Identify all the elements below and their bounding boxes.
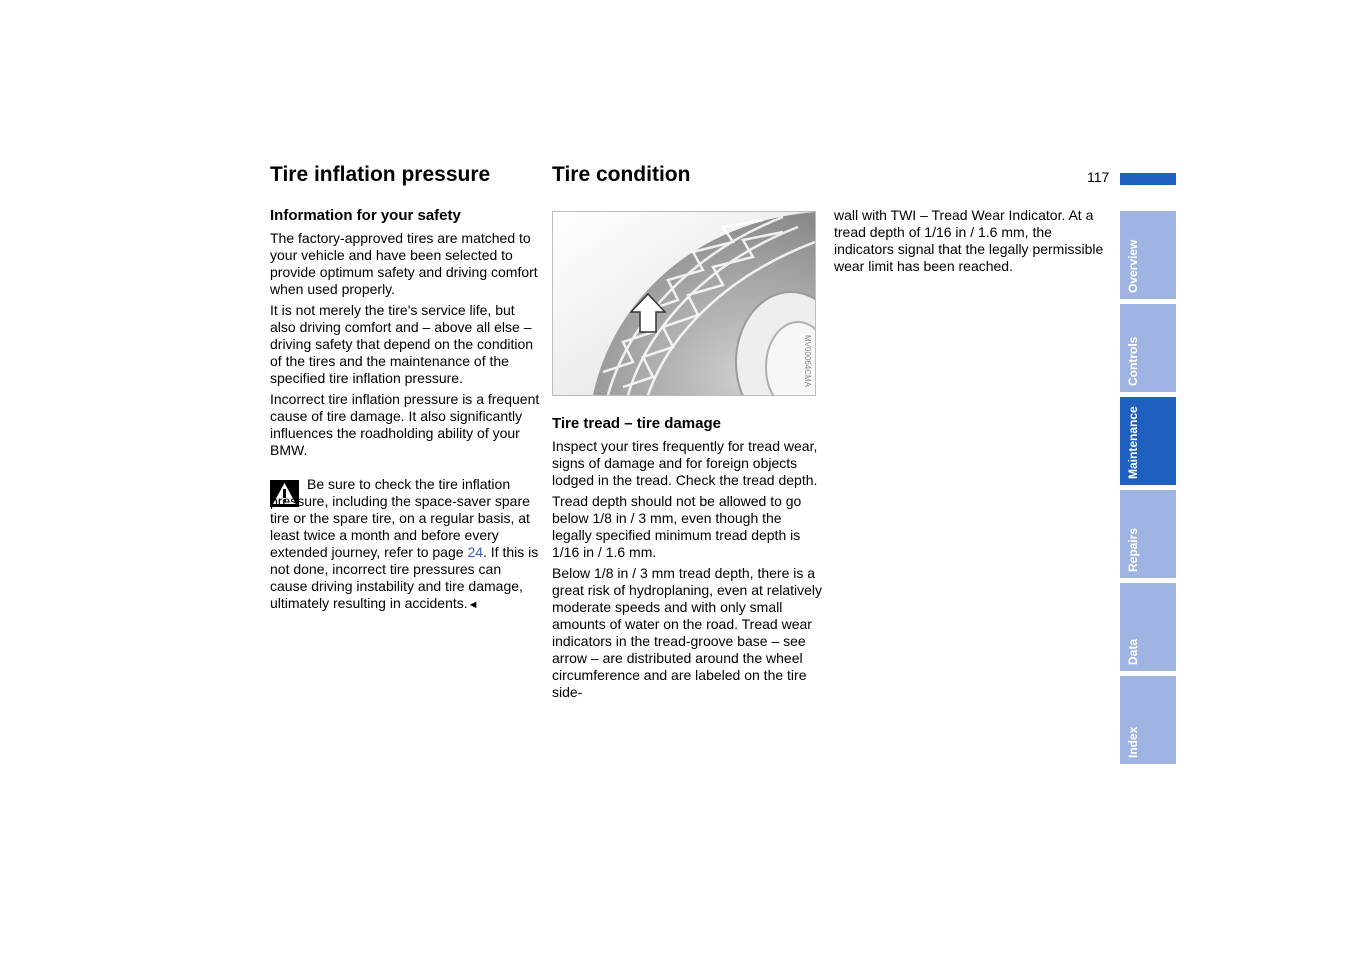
page-number: 117 xyxy=(1087,169,1110,185)
page-reference-link[interactable]: 24 xyxy=(467,544,484,560)
tab-label: Index xyxy=(1126,726,1140,758)
subheading-safety-info: Information for your safety xyxy=(270,207,461,224)
paragraph: Incorrect tire inflation pressure is a frequent cause of tire damage. It also significantly influences the roadholding ability of your BMW. xyxy=(270,391,540,458)
end-mark-icon: ◄ xyxy=(467,599,479,611)
paragraph: It is not merely the tire's service life, but also driving comfort and – above all else – driving safety that depend on the condition of the tires and the maintenance of the specified tire inflation pressure. xyxy=(270,302,534,386)
tab-label: Data xyxy=(1126,638,1140,665)
paragraph: The factory-approved tires are matched to your vehicle and have been selected to provide optimum safety and driving comfort when used properly. xyxy=(270,230,538,297)
tab-data[interactable] xyxy=(1120,583,1176,671)
warning-text-before: Be sure to check the tire inflation pressure, including the space-saver spare tire or the spare tire, on a regular basis, at least twice a month and before every extended journey, refer to page xyxy=(270,476,530,560)
warning-text xyxy=(270,476,542,614)
paragraph: wall with TWI – Tread Wear Indicator. At a tread depth of 1/16 in / 1.6 mm, the indicators signal that the legally permissible wear limit has been reached. xyxy=(834,207,1104,274)
section-title-tire-inflation: Tire inflation pressure xyxy=(270,163,491,186)
subheading-tire-tread: Tire tread – tire damage xyxy=(552,415,721,432)
paragraph: Tread depth should not be allowed to go below 1/8 in / 3 mm, even though the legally specified minimum tread depth is 1/16 in / 1.6 mm. xyxy=(552,493,802,560)
section-title-tire-condition: Tire condition xyxy=(552,163,691,186)
tab-overview[interactable] xyxy=(1120,211,1176,299)
left-body xyxy=(270,230,542,463)
paragraph: Inspect your tires frequently for tread wear, signs of damage and for foreign objects lodged in the tread. Check the tread depth. xyxy=(552,438,818,488)
tab-controls[interactable] xyxy=(1120,304,1176,392)
tab-maintenance[interactable] xyxy=(1120,397,1176,485)
page-number-bar xyxy=(1120,173,1176,185)
tab-label: Controls xyxy=(1126,336,1140,386)
tab-label: Overview xyxy=(1126,239,1140,293)
figure-code: MV00064CMA xyxy=(803,335,812,388)
tab-repairs[interactable] xyxy=(1120,490,1176,578)
right-body xyxy=(834,207,1106,279)
tab-label: Maintenance xyxy=(1126,406,1140,479)
tire-tread-figure xyxy=(552,211,816,396)
tab-index[interactable] xyxy=(1120,676,1176,764)
tab-label: Repairs xyxy=(1126,527,1140,572)
paragraph: Below 1/8 in / 3 mm tread depth, there is a great risk of hydroplaning, even at relatively moderate speeds and with only small amounts of water on the road. Tread wear indicators in the tread-groove base – see arrow – are distributed around the wheel circumference and are labeled on the tire side- xyxy=(552,565,823,700)
middle-body xyxy=(552,438,824,705)
warning-text-after: . If this is not done, incorrect tire pressures can cause driving instability and tire damage, ultimately resulting in accidents. xyxy=(270,544,539,611)
